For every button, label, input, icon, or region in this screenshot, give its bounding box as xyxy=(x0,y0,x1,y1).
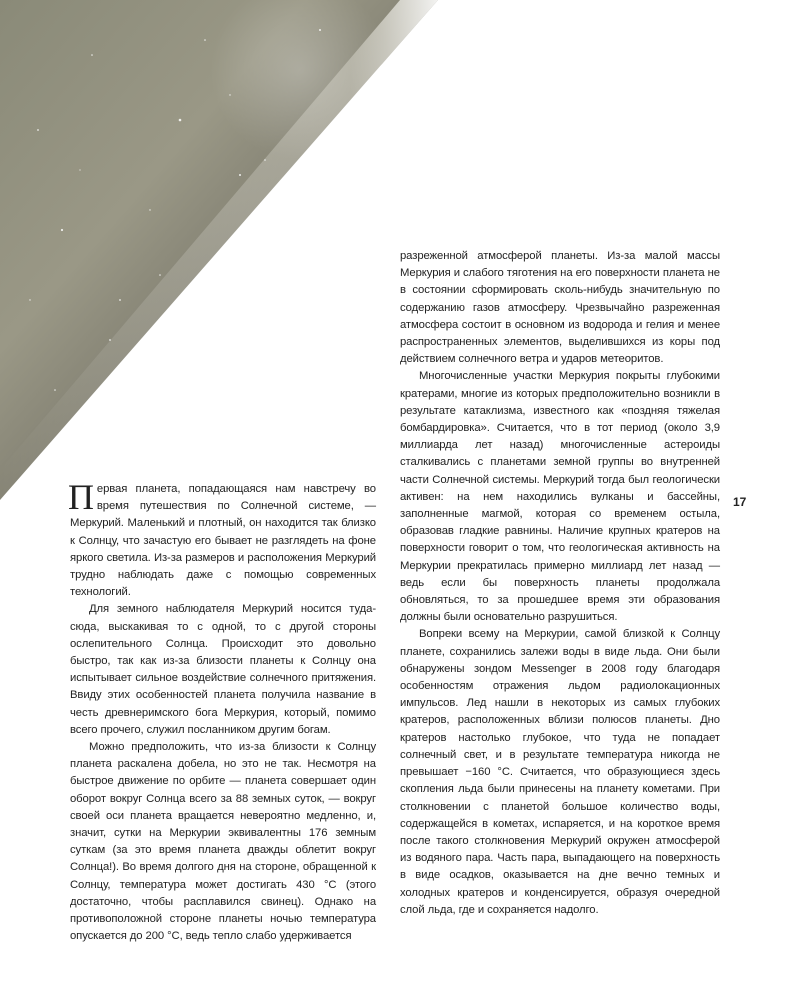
left-text-column xyxy=(68,477,376,945)
page-number: 17 xyxy=(733,495,747,509)
paragraph: разреженной атмосферой планеты. Из-за малой массы Меркурия и слабого тяготения на его поверхности планета не в состоянии сформировать сколь-нибудь значительную по содержанию газов атмосферу. Чрезвычайно разреженная атмосфера состоит в основном из водорода и гелия и менее распространенных элементов, выделившихся из коры под действием солнечного ветра и ударов метеоритов. xyxy=(400,250,720,366)
paragraph: Можно предположить, что из-за близости к Солнцу планета раскалена добела, но это не так. Несмотря на быстрое движение по орбите — планета совершает один оборот вокруг Солнца всего за 88 земных суток, — вокруг своей оси планета вращается невероятно медленно, и, значит, сутки на Меркурии эквивалентны 176 земным суткам (за это время планета дважды облетит вокруг Солнца!). Во время долгого дня на стороне, обращенной к Солнцу, температура может достигать 430 °С (этого достаточно, чтобы расплавился свинец). Однако на противоположной стороне планеты ночью температура опускается до 200 °С, ведь тепло слабо удерживается xyxy=(70,741,376,943)
paragraph xyxy=(68,477,376,601)
paragraph: Вопреки всему на Меркурии, самой близкой к Солнцу планете, сохранились залежи воды в виде льда. Они были обнаружены зондом Messenger в 2008 году благодаря особенностям отражения льдом радиолокационных импульсов. Лед нашли в некоторых из самых глубоких кратеров, расположенных вблизи полюсов планеты. Дно кратеров настолько глубокое, что туда не попадает солнечный свет, и в результате температура никогда не превышает −160 °С. Считается, что образующиеся здесь скопления льда были принесены на планету кометами. При столкновении с планетой большое количество воды, содержащейся в кометах, испаряется, и на короткое время после такого столкновения Меркурий окружен атмосферой из водяного пара. Часть пара, выпадающего на поверхность в виде осадков, оказывается на дне вечно темных и холодных кратеров и конденсируется, образуя очередной слой льда, где и сохраняется надолго. xyxy=(400,628,720,916)
paragraph: Многочисленные участки Меркурия покрыты глубокими кратерами, многие из которых предположительно возникли в результате катаклизма, известного как «поздняя тяжелая бомбардировка». Считается, что в тот период (около 3,9 миллиарда лет назад) многочисленные астероиды сталкивались с планетами земной группы во внутренней части Солнечной системы. Меркурий тогда был геологически активен: на нем находились вулканы и бассейны, заполненные магмой, которая со временем остыла, образовав гладкие равнины. Наличие крупных кратеров на поверхности говорит о том, что геологическая активность на Меркурии прекратилась примерно миллиард лет назад — ведь если бы поверхность планеты продолжала обновляться, то за прошедшее время эти образования должны были основательно разрушиться. xyxy=(400,370,720,624)
paragraph: Для земного наблюдателя Меркурий носится туда-сюда, выскакивая то с одной, то с другой стороны ослепительного Солнца. Происходит это довольно быстро, так как из-за близости планеты к Солнцу она испытывает сильное воздействие солнечного притяжения. Ввиду этих особенностей планета получила название в честь древнеримского бога Меркурия, который, помимо всего прочего, служил посланником другим богам. xyxy=(70,603,376,736)
paragraph-text: ервая планета, попадающаяся нам навстречу во время путешествия по Солнечной системе, — Меркурий. Маленький и плотный, он находится так близко к Солнцу, что зачастую его бывает не разглядеть на фоне яркого светила. Из-за размеров и расположения Меркурий трудно наблюдать даже с помощью современных технологий. xyxy=(70,483,376,599)
right-text-column xyxy=(400,248,720,919)
drop-cap: П xyxy=(68,477,94,517)
